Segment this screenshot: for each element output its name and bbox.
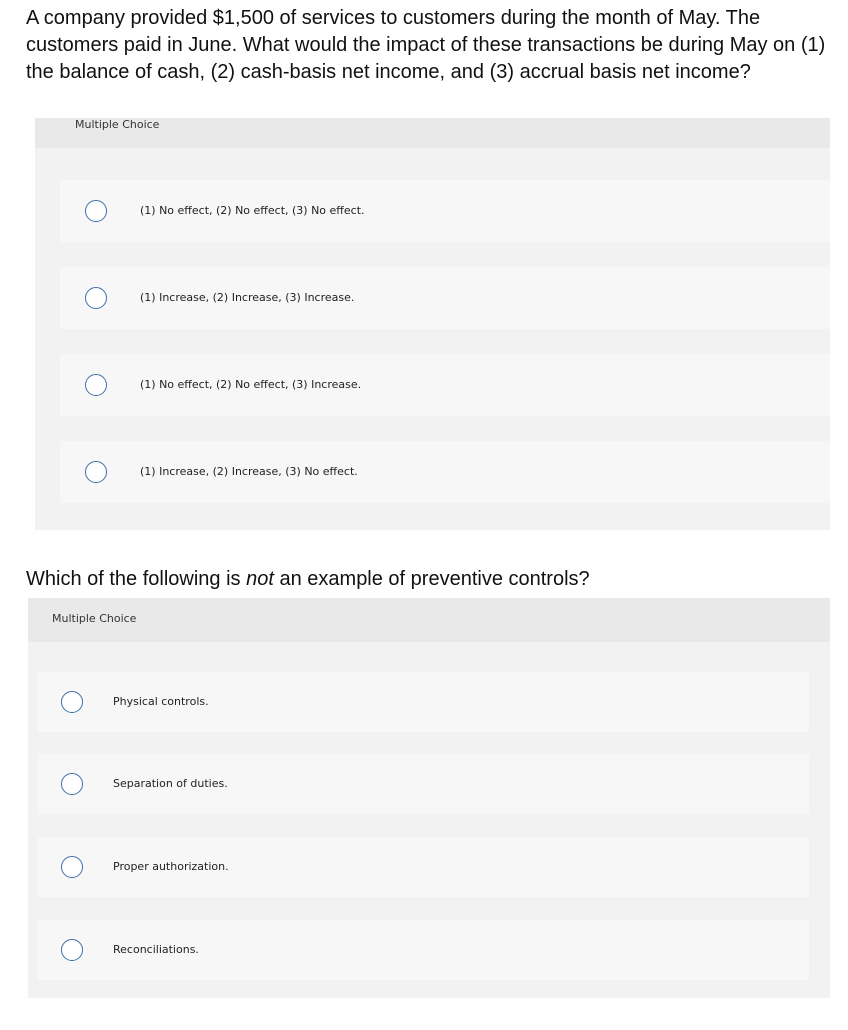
question-2-option-1[interactable]: [38, 672, 809, 732]
option-label: Physical controls.: [113, 695, 209, 708]
question-2-text: [26, 566, 826, 593]
question-2-option-3[interactable]: [38, 837, 809, 897]
radio-button-icon[interactable]: [85, 287, 107, 309]
option-label: (1) No effect, (2) No effect, (3) No effect.: [140, 204, 365, 217]
option-label: Separation of duties.: [113, 777, 228, 790]
radio-button-icon[interactable]: [85, 200, 107, 222]
question-1-option-3[interactable]: [60, 354, 830, 416]
radio-button-icon[interactable]: [61, 773, 83, 795]
option-label: (1) No effect, (2) No effect, (3) Increase.: [140, 378, 362, 391]
radio-button-icon[interactable]: [61, 939, 83, 961]
question-2-text-emphasis: not: [246, 568, 274, 590]
question-1-text: A company provided $1,500 of services to customers during the month of May. The customers paid in June. What would the impact of these transactions be during May on (1) the balance of cash, (2) cash-basis net income, and (3) accrual basis net income?: [26, 7, 826, 83]
radio-button-icon[interactable]: [61, 856, 83, 878]
question-1-option-4[interactable]: [60, 441, 830, 503]
question-2-text-before: Which of the following is: [26, 568, 247, 590]
radio-button-icon[interactable]: [61, 691, 83, 713]
option-label: Proper authorization.: [113, 860, 229, 873]
question-1-type-header: [35, 118, 830, 148]
question-2-type-header: [28, 598, 830, 642]
question-1-option-2[interactable]: [60, 267, 830, 329]
question-2-type-label: Multiple Choice: [52, 612, 137, 625]
question-1-panel: [35, 118, 830, 530]
radio-button-icon[interactable]: [85, 461, 107, 483]
question-2-text-after: an example of preventive controls?: [273, 568, 590, 590]
question-1-option-1[interactable]: [60, 180, 830, 242]
option-label: Reconciliations.: [113, 943, 199, 956]
question-2-panel: [28, 598, 830, 998]
radio-button-icon[interactable]: [85, 374, 107, 396]
question-2-option-4[interactable]: [38, 920, 809, 980]
option-label: (1) Increase, (2) Increase, (3) Increase.: [140, 291, 355, 304]
question-1-type-label: Multiple Choice: [75, 118, 160, 131]
option-label: (1) Increase, (2) Increase, (3) No effect.: [140, 465, 358, 478]
question-2-option-2[interactable]: [38, 754, 809, 814]
